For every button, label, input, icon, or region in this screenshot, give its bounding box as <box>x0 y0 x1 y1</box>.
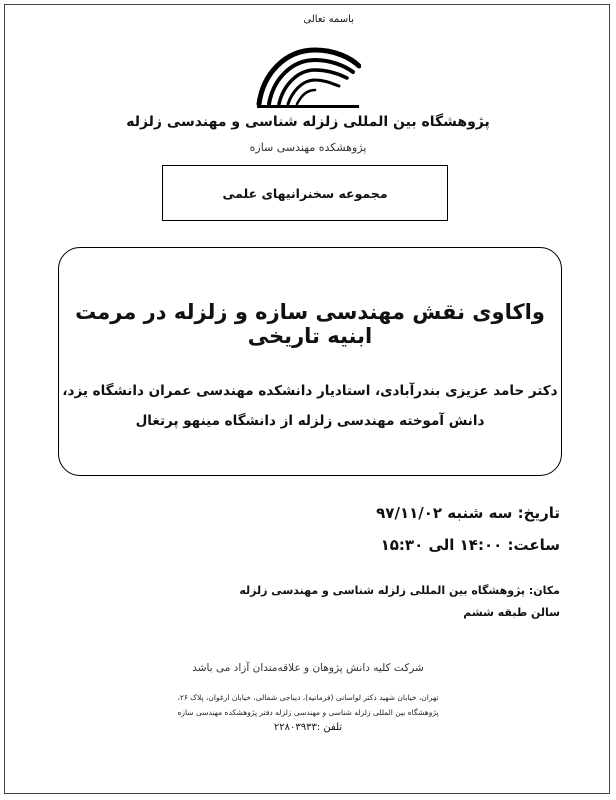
institute-logo <box>255 44 361 110</box>
invitation-text: شرکت کلیه دانش پژوهان و علاقه‌مندان آزاد می باشد <box>192 662 424 674</box>
location-line-1: مکان: پژوهشگاه بین المللی زلزله شناسی و مهندسی زلزله <box>239 584 560 597</box>
lecture-date: تاریخ: سه شنبه ۹۷/۱۱/۰۲ <box>376 504 560 522</box>
address-line-1: تهران، خیابان شهید دکتر لواسانی (فرمانیه)، دیباجی شمالی، خیابان ارغوان، پلاک ۲۶، <box>177 693 439 702</box>
speaker-line-2: دانش آموخته مهندسی زلزله از دانشگاه مینهو پرتغال <box>135 413 485 429</box>
sub-institute-name: پژوهشکده مهندسی سازه <box>249 141 367 154</box>
lecture-series-box <box>162 165 448 221</box>
lecture-time: ساعت: ۱۴:۰۰ الی ۱۵:۳۰ <box>380 536 560 554</box>
basmala: باسمه تعالی <box>303 14 354 25</box>
lecture-info-box <box>58 247 562 476</box>
lecture-series-label: مجموعه سخنرانیهای علمی <box>222 185 388 201</box>
location-line-2: سالن طبقه ششم <box>463 606 560 619</box>
address-line-2: پژوهشگاه بین المللی زلزله شناسی و مهندسی زلزله دفتر پژوهشکده مهندسی سازه <box>177 708 439 717</box>
institute-name: پژوهشگاه بین المللی زلزله شناسی و مهندسی زلزله <box>126 114 490 130</box>
speaker-line-1: دکتر حامد عزیزی بندرآبادی، استادیار دانشکده مهندسی عمران دانشگاه یزد، <box>62 383 558 399</box>
lecture-title: واکاوی نقش مهندسی سازه و زلزله در مرمت ابنیه تاریخی <box>75 300 545 348</box>
phone-number: تلفن :۲۲۸۰۳۹۳۳ <box>273 722 343 733</box>
